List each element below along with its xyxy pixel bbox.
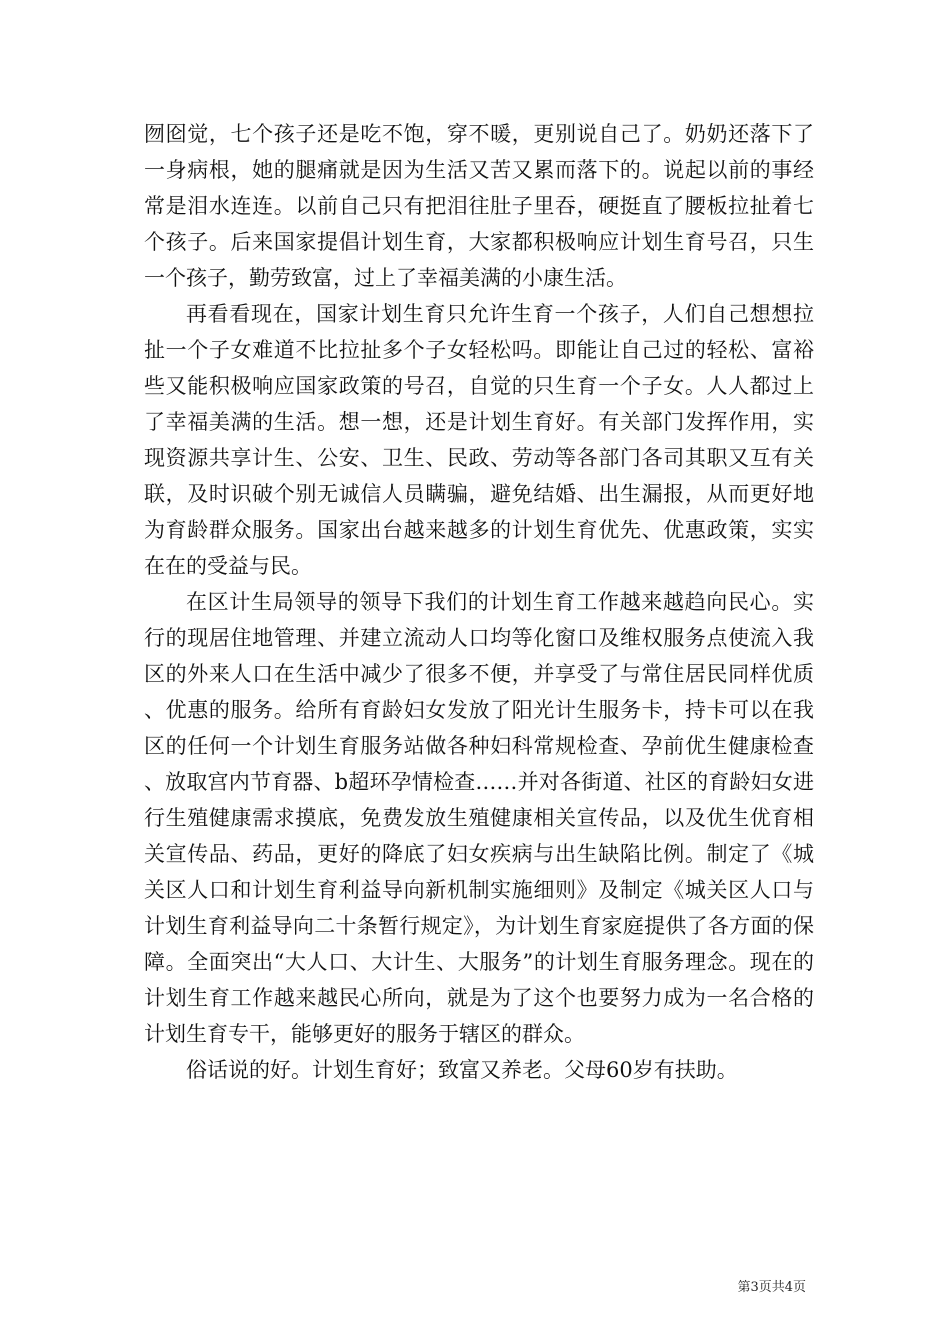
page-number-footer: 第3页共4页 bbox=[737, 1280, 806, 1295]
paragraph-2: 再看看现在，国家计划生育只允许生育一个孩子，人们自己想想拉扯一个子女难道不比拉扯多个子女轻松吗。即能让自己过的轻松、富裕些又能积极响应国家政策的号召，自觉的只生育一个子女。人人都过上了幸福美满的生活。想一想，还是计划生育好。有关部门发挥作用，实现资源共享计生、公安、卫生、民政、劳动等各部门各司其职又互有关联，及时识破个别无诚信人员瞒骗，避免结婚、出生漏报，从而更好地为育龄群众服务。国家出台越来越多的计划生育优先、优惠政策，实实在在的受益与民。 bbox=[144, 302, 814, 578]
paragraph-4: 俗话说的好。计划生育好；致富又养老。父母60岁有扶助。 bbox=[186, 1058, 738, 1082]
document-body bbox=[144, 116, 814, 1088]
paragraph-1: 囫囵觉，七个孩子还是吃不饱，穿不暖，更别说自己了。奶奶还落下了一身病根，她的腿痛就是因为生活又苦又累而落下的。说起以前的事经常是泪水连连。以前自己只有把泪往肚子里吞，硬挺直了腰板拉扯着七个孩子。后来国家提倡计划生育，大家都积极响应计划生育号召，只生一个孩子，勤劳致富，过上了幸福美满的小康生活。 bbox=[144, 122, 814, 290]
paragraph-3: 在区计生局领导的领导下我们的计划生育工作越来越趋向民心。实行的现居住地管理、并建立流动人口均等化窗口及维权服务点使流入我区的外来人口在生活中减少了很多不便，并享受了与常住居民同样优质、优惠的服务。给所有育龄妇女发放了阳光计生服务卡，持卡可以在我区的任何一个计划生育服务站做各种妇科常规检查、孕前优生健康检查、放取宫内节育器、b超环孕情检查……并对各街道、社区的育龄妇女进行生殖健康需求摸底，免费发放生殖健康相关宣传品，以及优生优育相关宣传品、药品，更好的降底了妇女疾病与出生缺陷比例。制定了《城关区人口和计划生育利益导向新机制实施细则》及制定《城关区人口与计划生育利益导向二十条暂行规定》，为计划生育家庭提供了各方面的保障。全面突出“大人口、大计生、大服务”的计划生育服务理念。现在的计划生育工作越来越民心所向，就是为了这个也要努力成为一名合格的计划生育专干，能够更好的服务于辖区的群众。 bbox=[144, 590, 814, 1046]
